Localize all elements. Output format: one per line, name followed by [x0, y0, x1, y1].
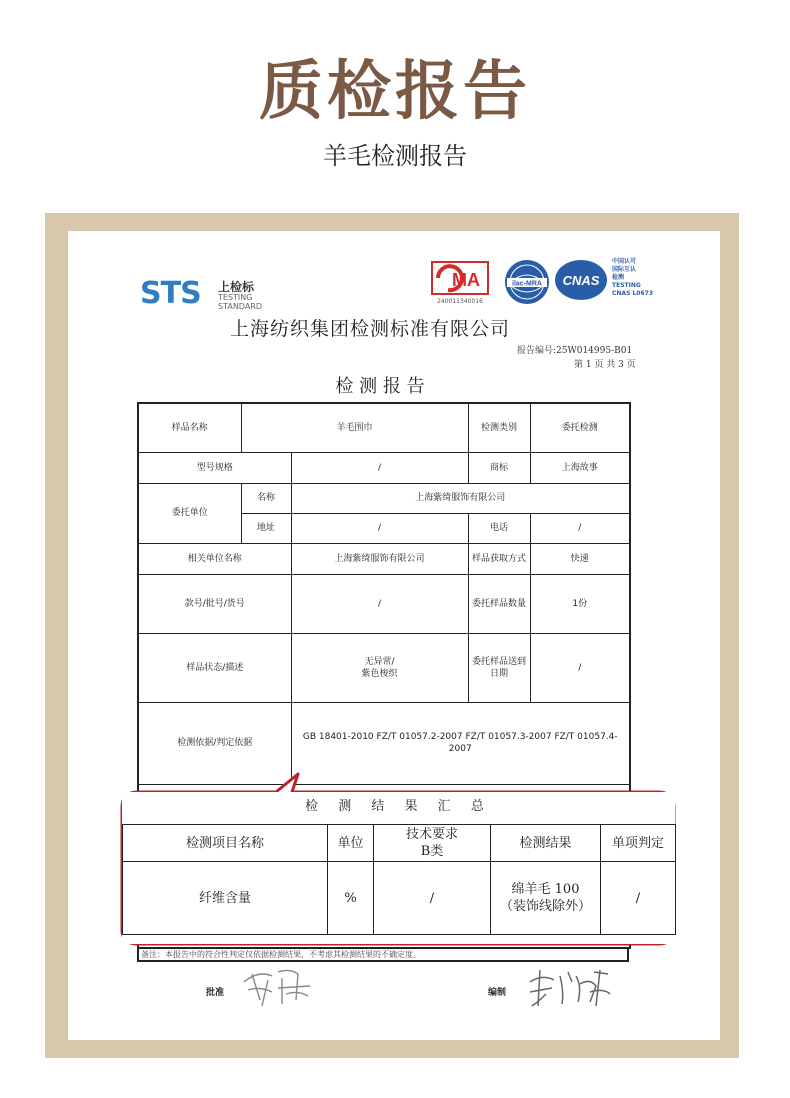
client-address-label: 地址	[241, 513, 291, 543]
sts-logo-cn: 上检标	[218, 280, 255, 294]
client-name: 上海紫绮服饰有限公司	[291, 483, 630, 513]
sample-qty: 1份	[530, 574, 630, 633]
client-label: 委托单位	[138, 483, 241, 543]
sample-name-label: 样品名称	[138, 403, 241, 452]
approve-label: 批准	[206, 988, 225, 998]
column-header: 检测项目名称	[123, 825, 328, 862]
organization-name: 上海纺织集团检测标准有限公司	[230, 318, 511, 340]
test-basis-label: 检测依据/判定依据	[138, 702, 291, 784]
cnas-line: 检测	[612, 274, 625, 281]
sample-status-label: 样品状态/描述	[138, 633, 291, 702]
sample-status-line: 紫色梭织	[361, 668, 398, 679]
column-header	[374, 825, 491, 862]
cnas-line: 国际互认	[612, 266, 637, 273]
column-header-line: 技术要求	[405, 827, 458, 842]
test-type-label: 检测类别	[468, 403, 530, 452]
sts-logo-en-1: TESTING	[218, 293, 253, 302]
test-result-line: 绵羊毛 100	[511, 882, 580, 897]
test-basis: GB 18401-2010 FZ/T 01057.2-2007 FZ/T 01057.3-2007 FZ/T 01057.4-2007	[291, 702, 630, 784]
sample-name: 羊毛围巾	[241, 403, 468, 452]
model-value: /	[291, 452, 468, 483]
table-row	[123, 862, 676, 935]
page-title: 质检报告	[259, 55, 531, 129]
acquire-method-label: 样品获取方式	[468, 543, 530, 574]
ilac-mra-icon	[503, 258, 551, 306]
cma-mark-icon	[428, 258, 492, 298]
cnas-icon	[554, 258, 608, 302]
cnas-line: TESTING	[612, 282, 641, 289]
summary-title: 检 测 结 果 汇 总	[305, 799, 492, 814]
acquire-method: 快递	[530, 543, 630, 574]
page-subtitle: 羊毛检测报告	[323, 142, 467, 170]
test-judgement: /	[601, 862, 676, 935]
related-unit-label: 相关单位名称	[138, 543, 291, 574]
client-name-label: 名称	[241, 483, 291, 513]
remark-note: 备注：本报告中的符合性判定仅依据检测结果，不考虑其检测结果的不确定度。	[137, 948, 629, 962]
test-result-line: （装饰线除外）	[499, 899, 591, 914]
cnas-line: 中国认可	[612, 258, 637, 265]
compiler-signature	[524, 962, 614, 1012]
batch-label: 款号/批号/货号	[138, 574, 291, 633]
cnas-line: CNAS L0673	[612, 290, 654, 297]
approver-signature	[238, 960, 318, 1010]
svg-text:CNAS: CNAS	[562, 273, 600, 288]
document-title: 检 测 报 告	[335, 376, 425, 397]
sts-logo-letters: STS	[140, 276, 201, 311]
svg-text:MA: MA	[452, 270, 480, 290]
sample-status-line: 无异常/	[364, 656, 395, 667]
column-header: 检测结果	[491, 825, 601, 862]
sts-logo	[140, 276, 280, 316]
phone-value: /	[530, 513, 630, 543]
report-number: 报告编号:25W014995-B01	[517, 346, 633, 356]
column-header-line: B类	[420, 844, 444, 859]
delivery-date-label-line: 委托样品送到	[472, 656, 527, 667]
compile-label: 编制	[488, 988, 507, 998]
delivery-date-label-line: 日期	[490, 668, 509, 679]
model-label: 型号规格	[138, 452, 291, 483]
svg-text:ilac-MRA: ilac-MRA	[512, 280, 542, 288]
test-requirement: /	[374, 862, 491, 935]
client-address: /	[291, 513, 468, 543]
test-type: 委托检测	[530, 403, 630, 452]
sample-qty-label: 委托样品数量	[468, 574, 530, 633]
summary-header-row	[123, 825, 676, 862]
sts-logo-en-2: STANDARD	[218, 302, 263, 311]
delivery-date-label	[468, 633, 530, 702]
brand-value: 上海故事	[530, 452, 630, 483]
batch-value: /	[291, 574, 468, 633]
summary-table	[122, 824, 676, 935]
test-item: 纤维含量	[123, 862, 328, 935]
delivery-date: /	[530, 633, 630, 702]
cnas-caption	[612, 258, 653, 298]
related-unit: 上海紫绮服饰有限公司	[291, 543, 468, 574]
brand-label: 商标	[468, 452, 530, 483]
phone-label: 电话	[468, 513, 530, 543]
test-unit: %	[328, 862, 374, 935]
cma-number: 240011340016	[437, 298, 483, 305]
column-header: 单位	[328, 825, 374, 862]
sample-status	[291, 633, 468, 702]
test-result	[491, 862, 601, 935]
result-summary	[122, 792, 675, 944]
column-header: 单项判定	[601, 825, 676, 862]
page-info: 第 1 页 共 3 页	[574, 360, 636, 370]
